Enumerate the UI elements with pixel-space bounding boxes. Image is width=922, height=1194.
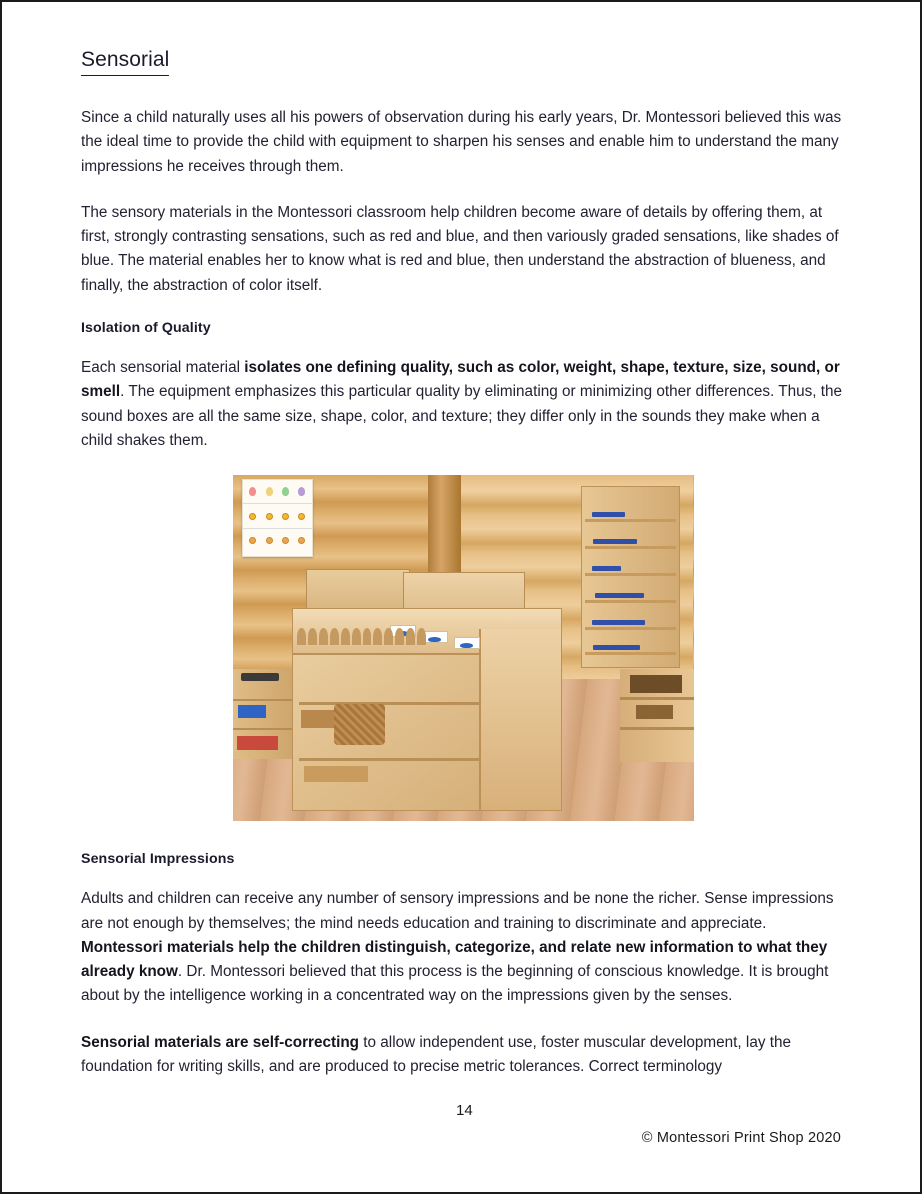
poster-row-dots — [243, 504, 312, 529]
paragraph-isolation-of-quality — [81, 356, 845, 453]
balloon-icon — [282, 487, 289, 496]
par3-lead: Each sensorial material — [81, 359, 245, 377]
poster-row-flowers — [243, 529, 312, 553]
paragraph-intro-2: The sensory materials in the Montessori classroom help children become aware of details by offering them, at first, strongly contrasting sensations, such as red and blue, and then variously graded sensations, like shades of blue. The material enables her to know what is red and blue, then understand the abstraction of blueness, and finally, the abstraction of color itself. — [81, 203, 839, 294]
par5-bold: Sensorial materials are self-correcting — [81, 1033, 360, 1051]
poster-row-balloons — [243, 480, 312, 505]
par4-rest: . Dr. Montessori believed that this process is the beginning of conscious knowledge. It is brought about by the intelligence working in a concentrated way on the impressions given by the senses. — [81, 963, 829, 1005]
balloon-icon — [249, 487, 256, 496]
balloon-icon — [266, 487, 273, 496]
unit-side-panel — [479, 629, 561, 810]
photo-container — [81, 475, 845, 821]
par4-lead: Adults and children can receive any number of sensory impressions and be none the richer. Sense impressions are not enough by themselves; the mind needs education and training to discriminate and appreciate. — [81, 890, 834, 932]
paragraph-intro-1: Since a child naturally uses all his powers of observation during his early years, Dr. Montessori believed this was the ideal time to provide the child with equipment to sharpen his senses and enable him to understand the many impressions he receives through them. — [81, 109, 842, 175]
woven-basket — [334, 704, 385, 746]
par3-rest: . The equipment emphasizes this particular quality by eliminating or minimizing other differences. Thus, the sound boxes are all the same size, shape, color, and texture; they differ only in the sounds they make when a child shakes them. — [81, 383, 842, 449]
dot-icon — [249, 513, 256, 520]
paragraph-self-correcting — [81, 1031, 845, 1080]
flower-icon — [266, 537, 273, 544]
dot-icon — [266, 513, 273, 520]
tall-shelf-unit — [581, 486, 680, 668]
dot-icon — [298, 513, 305, 520]
page-title-text: Sensorial — [81, 48, 169, 76]
right-shelf-unit — [620, 669, 694, 762]
knobbed-cylinders — [297, 628, 426, 645]
flower-icon — [298, 537, 305, 544]
page-footer — [81, 1102, 841, 1162]
par3-bold: isolates one defining quality, such as color, weight, shape, texture, size, sound, or smell — [81, 359, 840, 401]
flower-icon — [282, 537, 289, 544]
par5-rest: to allow independent use, foster muscular development, lay the foundation for writing skills, and are produced to precise metric tolerances. Correct terminology — [81, 1033, 791, 1076]
dot-icon — [282, 513, 289, 520]
subheading-isolation-of-quality: Isolation of Quality — [81, 320, 211, 337]
balloon-icon — [298, 487, 305, 496]
montessori-classroom-photo — [233, 475, 694, 821]
paragraph-sensorial-impressions — [81, 887, 845, 1008]
copyright-notice: © Montessori Print Shop 2020 — [641, 1130, 841, 1146]
subheading-sensorial-impressions: Sensorial Impressions — [81, 851, 235, 868]
page-content — [81, 48, 845, 1101]
flower-icon — [249, 537, 256, 544]
counting-poster — [242, 479, 313, 557]
par4-bold: Montessori materials help the children distinguish, categorize, and relate new information to what they already know — [81, 938, 828, 981]
page-title — [81, 48, 845, 76]
page-number: 14 — [456, 1102, 473, 1119]
